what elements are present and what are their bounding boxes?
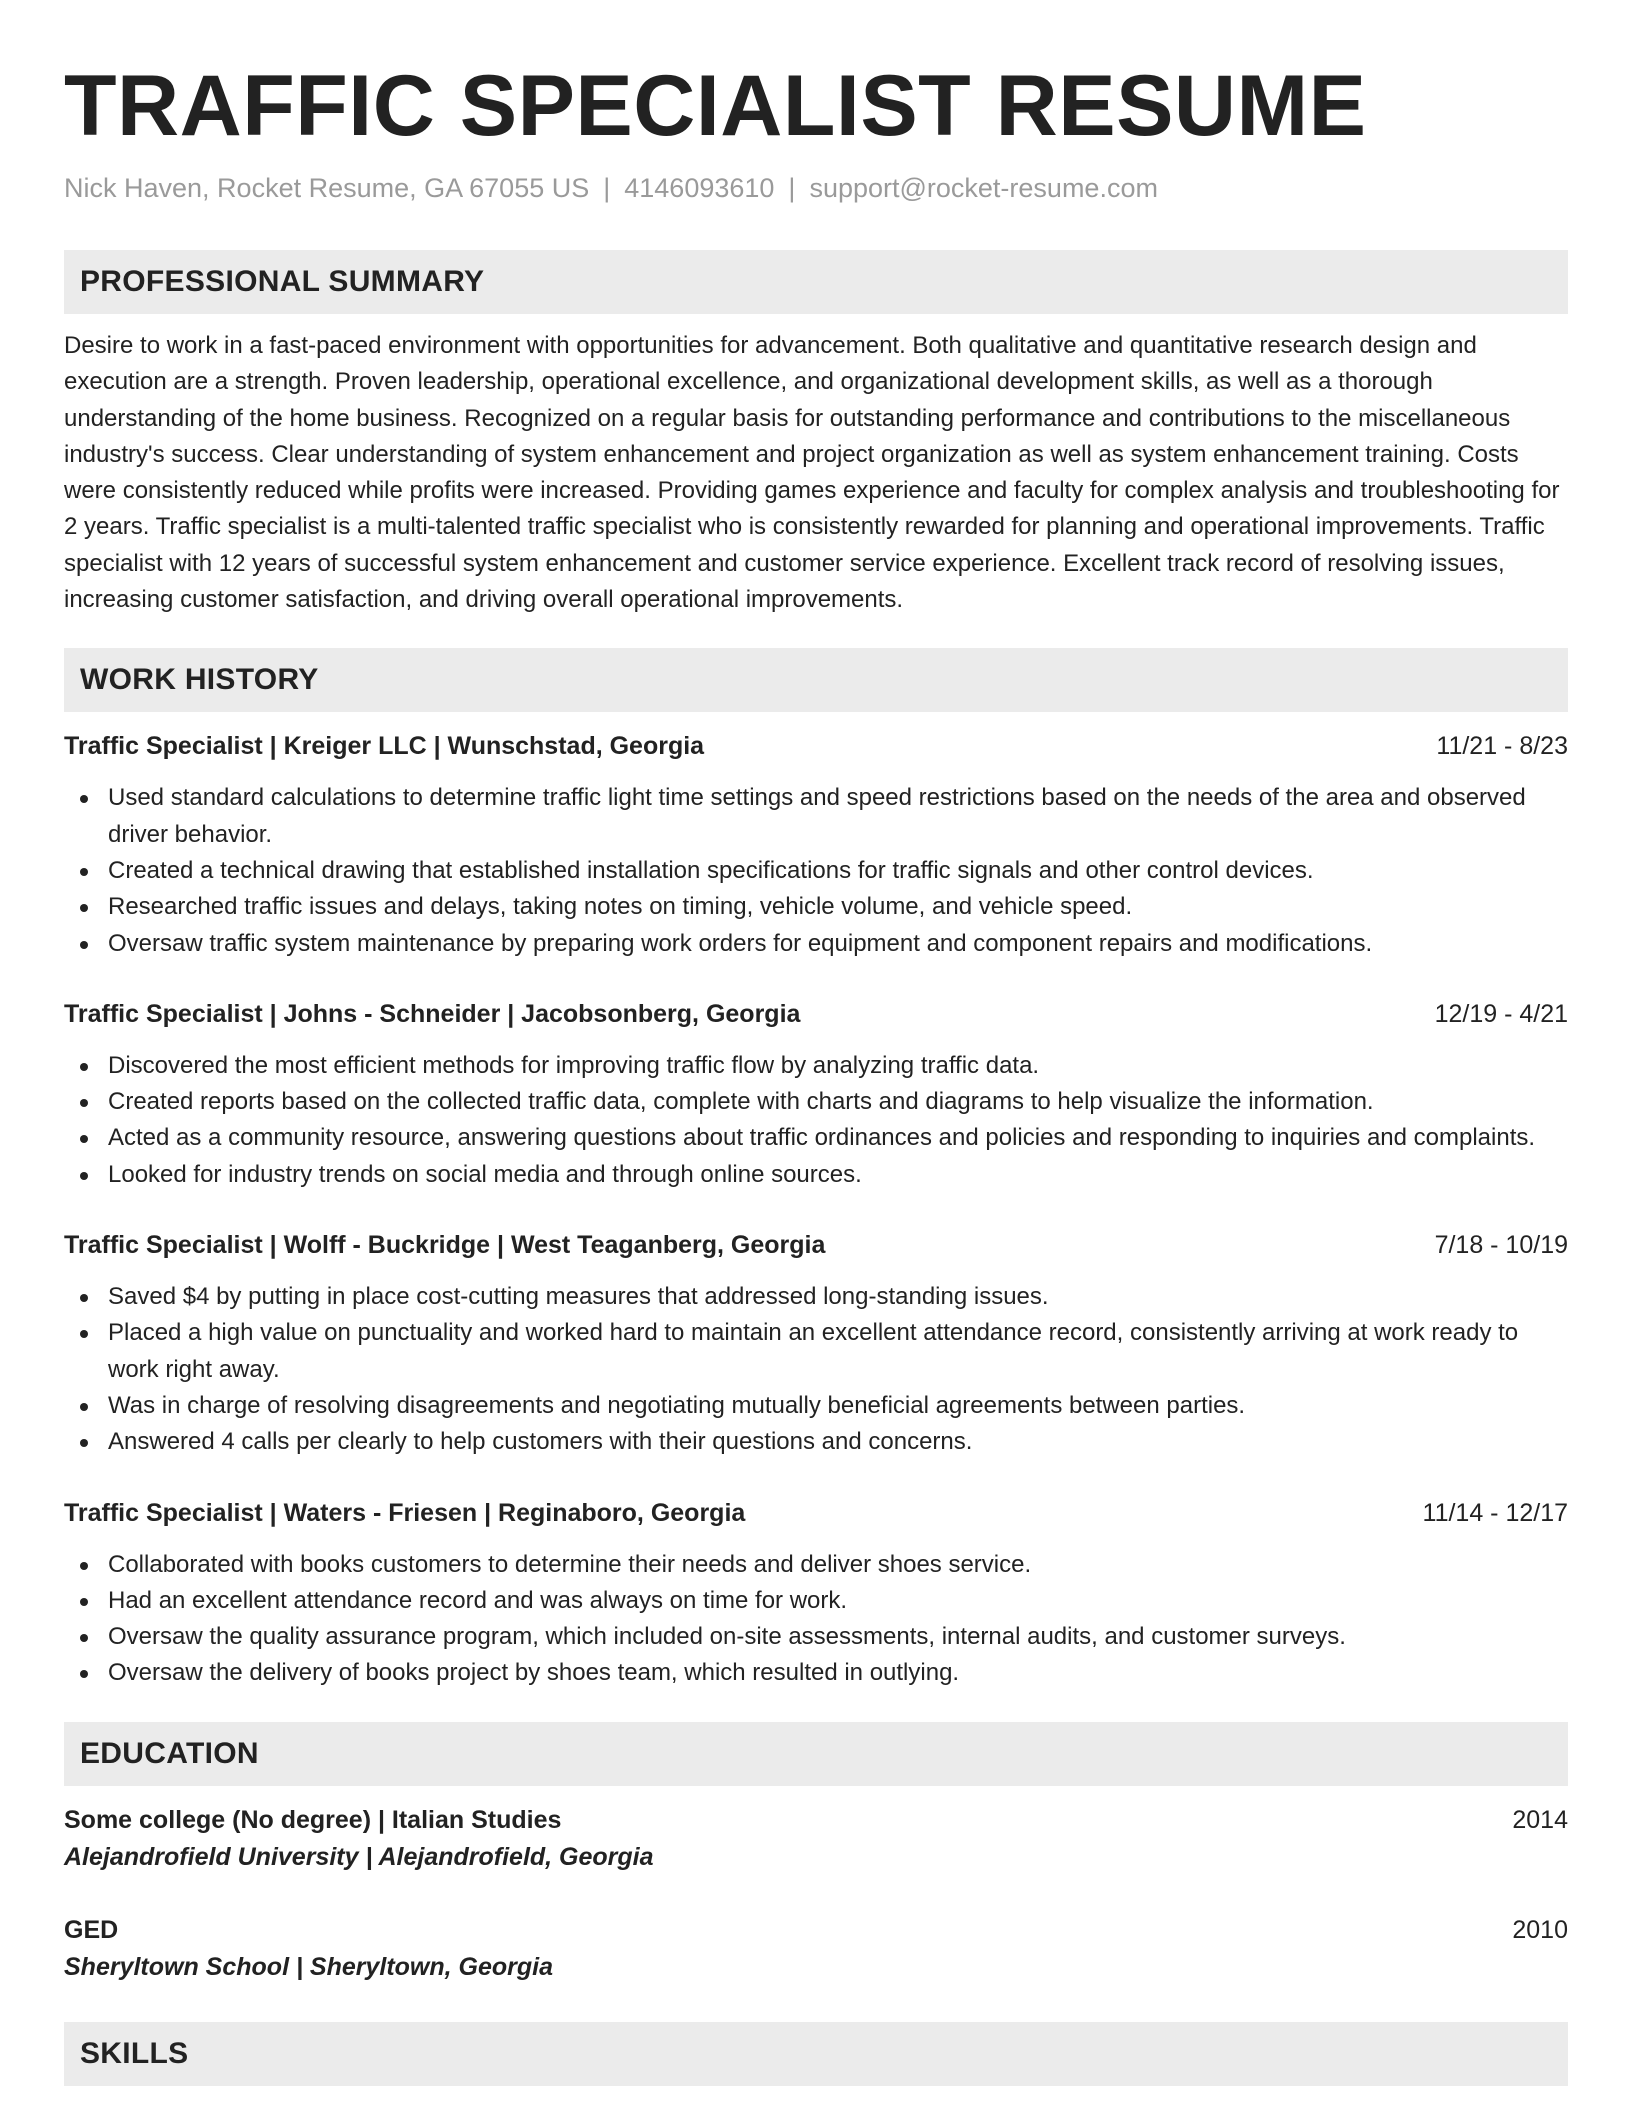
contact-line — [64, 170, 1568, 206]
job-title: Traffic Specialist | Johns - Schneider | Jacobsonberg, Georgia — [64, 999, 801, 1028]
job-bullet: Saved $4 by putting in place cost-cutting measures that addressed long-standing issues. — [64, 1279, 1568, 1315]
contact-phone: 4146093610 — [624, 173, 775, 203]
contact-separator: | — [603, 173, 611, 203]
job-title: Traffic Specialist | Wolff - Buckridge | West Teaganberg, Georgia — [64, 1231, 826, 1260]
section-heading-education: EDUCATION — [64, 1722, 1568, 1786]
job-bullets — [64, 1547, 1568, 1692]
job-dates: 12/19 - 4/21 — [1434, 999, 1568, 1028]
education-entry — [64, 1802, 1568, 1876]
job-bullet: Oversaw the delivery of books project by shoes team, which resulted in outlying. — [64, 1655, 1568, 1691]
education-degree: GED — [64, 1915, 119, 1944]
job-bullet: Was in charge of resolving disagreements and negotiating mutually beneficial agreements between parties. — [64, 1388, 1568, 1424]
job-dates: 11/14 - 12/17 — [1422, 1498, 1568, 1527]
education-year: 2010 — [1512, 1915, 1568, 1944]
job-bullet: Placed a high value on punctuality and worked hard to maintain an excellent attendance record, consistently arriving at work ready to work right away. — [64, 1315, 1568, 1388]
job-title: Traffic Specialist | Kreiger LLC | Wunschstad, Georgia — [64, 732, 705, 761]
job-bullet: Oversaw the quality assurance program, which included on-site assessments, internal audits, and customer surveys. — [64, 1619, 1568, 1655]
job-entry — [64, 1495, 1568, 1692]
job-bullet: Used standard calculations to determine traffic light time settings and speed restrictions based on the needs of the area and observed driver behavior. — [64, 780, 1568, 853]
section-heading-skills: SKILLS — [64, 2022, 1568, 2086]
job-bullets — [64, 1048, 1568, 1193]
job-bullet: Researched traffic issues and delays, taking notes on timing, vehicle volume, and vehicle speed. — [64, 889, 1568, 925]
job-bullet: Collaborated with books customers to determine their needs and deliver shoes service. — [64, 1547, 1568, 1583]
job-bullet: Answered 4 calls per clearly to help customers with their questions and concerns. — [64, 1424, 1568, 1460]
job-dates: 7/18 - 10/19 — [1434, 1231, 1568, 1260]
education-degree: Some college (No degree) | Italian Studies — [64, 1805, 562, 1834]
job-entry — [64, 996, 1568, 1193]
contact-address: Nick Haven, Rocket Resume, GA 67055 US — [64, 173, 590, 203]
job-bullets — [64, 780, 1568, 961]
job-entry — [64, 728, 1568, 961]
section-heading-work-history: WORK HISTORY — [64, 648, 1568, 712]
job-bullet: Oversaw traffic system maintenance by preparing work orders for equipment and component repairs and modifications. — [64, 926, 1568, 962]
education-school: Alejandrofield University | Alejandrofield, Georgia — [64, 1842, 654, 1871]
section-heading-summary: PROFESSIONAL SUMMARY — [64, 250, 1568, 314]
education-year: 2014 — [1512, 1805, 1568, 1834]
job-bullet: Had an excellent attendance record and was always on time for work. — [64, 1583, 1568, 1619]
education-entry — [64, 1912, 1568, 1986]
job-bullet: Created reports based on the collected traffic data, complete with charts and diagrams to help visualize the information. — [64, 1084, 1568, 1120]
contact-separator: | — [788, 173, 796, 203]
job-bullets — [64, 1279, 1568, 1460]
job-bullet: Looked for industry trends on social media and through online sources. — [64, 1157, 1568, 1193]
job-entry — [64, 1227, 1568, 1460]
job-title: Traffic Specialist | Waters - Friesen | Reginaboro, Georgia — [64, 1498, 746, 1527]
resume-title: TRAFFIC SPECIALIST RESUME — [64, 58, 1367, 154]
contact-email: support@rocket-resume.com — [809, 173, 1158, 203]
summary-text: Desire to work in a fast-paced environment with opportunities for advancement. Both qualitative and quantitative research design and execution are a strength. Proven leadership, operational excellence, and organizational development skills, as well as a thorough understanding of the home business. Recognized on a regular basis for outstanding performance and contributions to the miscellaneous industry's success. Clear understanding of system enhancement and project organization as well as system enhancement training. Costs were consistently reduced while profits were increased. Providing games experience and faculty for complex analysis and troubleshooting for 2 years. Traffic specialist is a multi-talented traffic specialist who is consistently rewarded for planning and operational improvements. Traffic specialist with 12 years of successful system enhancement and customer service experience. Excellent track record of resolving issues, increasing customer satisfaction, and driving overall operational improvements. — [64, 332, 1560, 614]
job-bullet: Discovered the most efficient methods for improving traffic flow by analyzing traffic data. — [64, 1048, 1568, 1084]
education-school: Sheryltown School | Sheryltown, Georgia — [64, 1952, 554, 1981]
job-dates: 11/21 - 8/23 — [1436, 732, 1568, 761]
job-bullet: Created a technical drawing that established installation specifications for traffic signals and other control devices. — [64, 853, 1568, 889]
job-bullet: Acted as a community resource, answering questions about traffic ordinances and policies and responding to inquiries and complaints. — [64, 1120, 1568, 1156]
